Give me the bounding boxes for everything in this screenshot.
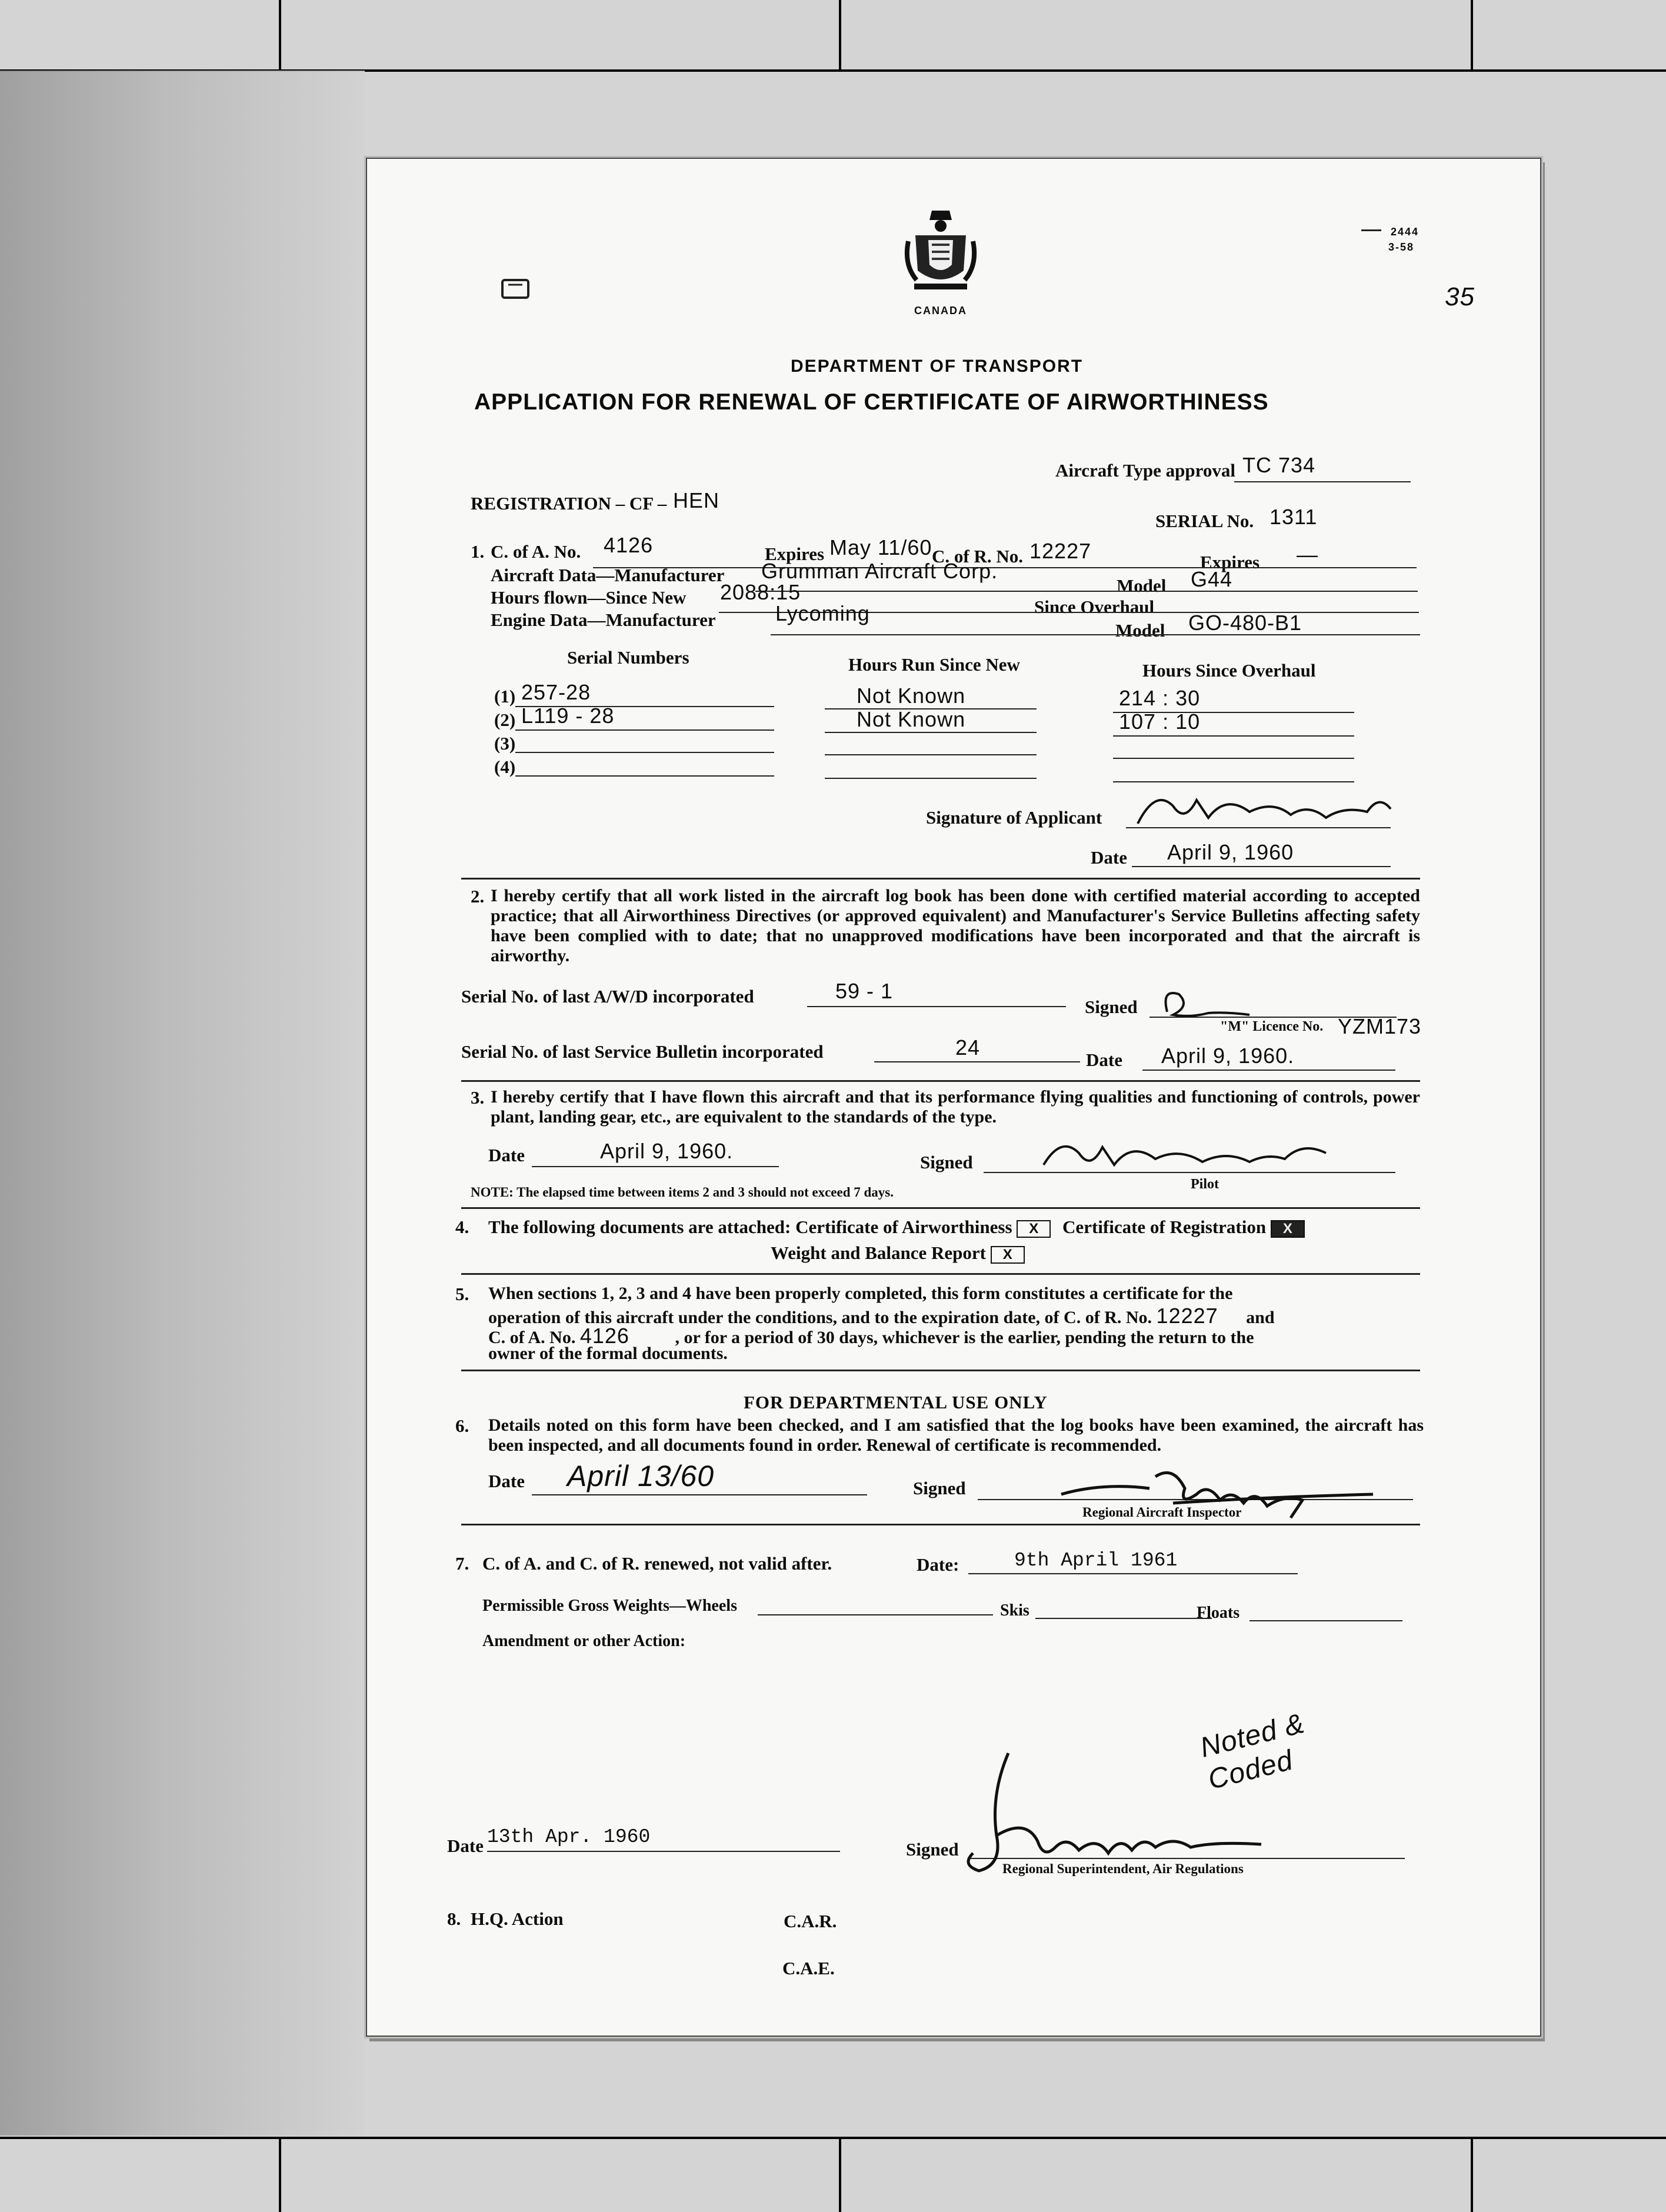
hours-flown-label: Hours flown—Since New	[491, 587, 687, 608]
frame-tick	[1471, 0, 1473, 69]
engine-row-index: (2)	[494, 709, 516, 730]
superintendent-signature	[955, 1747, 1308, 1880]
section6-date-value: April 13/60	[567, 1460, 715, 1493]
wb-label: Weight and Balance Report	[771, 1242, 986, 1263]
cor-label: Certificate of Registration	[1062, 1217, 1267, 1237]
page-mark: 35	[1445, 282, 1475, 311]
amendment-label: Amendment or other Action:	[482, 1632, 686, 1650]
frame-tick	[839, 2139, 841, 2212]
coa-checkbox[interactable]: X	[1017, 1220, 1051, 1238]
section5-ca-label: C. of A. No.	[488, 1328, 576, 1347]
section7-signed-label: Signed	[906, 1839, 959, 1860]
staple-icon	[499, 274, 534, 307]
model-label: Model	[1117, 575, 1167, 596]
bulletin-value: 24	[955, 1035, 981, 1060]
section8-number: 8.	[447, 1908, 461, 1929]
section5-and: and	[1246, 1308, 1275, 1327]
section7-date-line	[968, 1573, 1298, 1574]
section5-line1: When sections 1, 2, 3 and 4 have been properly completed, this form constitutes a certificate for the	[488, 1284, 1233, 1303]
type-approval-value: TC 734	[1242, 453, 1316, 477]
frame-tick	[839, 0, 841, 69]
expires2-label: Expires	[1200, 552, 1260, 572]
section7-text: C. of A. and C. of R. renewed, not valid after.	[482, 1553, 832, 1574]
engine-row-line	[515, 729, 774, 731]
wb-row	[771, 1242, 1025, 1264]
section-divider	[461, 1080, 1420, 1082]
section6-text: Details noted on this form have been checked, and I am satisfied that the log books have been examined, the aircraft has been inspected, and all documents found in order. Renewal of certificate is recommended.	[488, 1415, 1424, 1455]
section4-number: 4.	[455, 1217, 469, 1237]
awd-value: 59 - 1	[835, 979, 894, 1003]
section3-text: I hereby certify that I have flown this aircraft and that its performance flying qualities and functioning of controls, power plant, landing gear, etc., are equivalent to the standards of the type.	[491, 1087, 1420, 1127]
col-serial-numbers: Serial Numbers	[567, 647, 689, 668]
section5-ca-value: 4126	[579, 1324, 629, 1348]
frame-bottom-line	[0, 2137, 1666, 2139]
line2-underline	[755, 591, 1418, 592]
cae-label: C.A.E.	[782, 1958, 835, 1978]
section4-text	[488, 1217, 1305, 1238]
section5-line3-text: , or for a period of 30 days, whichever is the earlier, pending the return to the	[675, 1328, 1254, 1347]
section3-date-line	[532, 1166, 779, 1167]
applicant-signature	[1132, 782, 1402, 838]
gross-weights-label: Permissible Gross Weights—Wheels	[482, 1597, 737, 1615]
section1-number: 1.	[471, 541, 485, 562]
section3-signed-label: Signed	[920, 1152, 973, 1172]
form-number: 2444	[1391, 226, 1420, 238]
section7-date-value: 9th April 1961	[1014, 1550, 1178, 1571]
section6-date-label: Date	[488, 1471, 525, 1491]
floats-line	[1250, 1620, 1402, 1621]
cr-value: 12227	[1029, 539, 1092, 563]
section6-date-line	[532, 1494, 867, 1495]
engine-hours-overhaul: 107 : 10	[1119, 709, 1201, 734]
engine-row-line	[825, 732, 1037, 733]
frame-tick	[279, 0, 281, 69]
section2-signed-label: Signed	[1085, 997, 1138, 1017]
engine-row-index: (1)	[494, 686, 516, 707]
section-divider	[461, 878, 1420, 880]
section1-date-value: April 9, 1960	[1167, 840, 1294, 864]
section5-number: 5.	[455, 1284, 469, 1304]
skis-label: Skis	[1000, 1601, 1029, 1620]
departmental-heading: FOR DEPARTMENTAL USE ONLY	[744, 1392, 1048, 1413]
section7-date2-value: 13th Apr. 1960	[487, 1826, 651, 1848]
section-divider	[461, 1524, 1420, 1525]
engine-row-line	[1113, 758, 1354, 759]
cor-checkbox[interactable]: X	[1271, 1220, 1305, 1238]
section3-number: 3.	[471, 1087, 485, 1108]
engine-row-index: (3)	[494, 733, 516, 754]
department-title: DEPARTMENT OF TRANSPORT	[791, 357, 1084, 376]
floats-label: Floats	[1197, 1604, 1240, 1622]
form-number-dash	[1361, 229, 1381, 231]
superintendent-label: Regional Superintendent, Air Regulations	[1002, 1861, 1244, 1876]
hq-action-label: H.Q. Action	[471, 1908, 564, 1929]
noted-coded-note: Noted & Coded	[1197, 1707, 1308, 1796]
model-value: G44	[1191, 567, 1233, 591]
col-hours-new: Hours Run Since New	[848, 654, 1020, 675]
section2-number: 2.	[471, 886, 485, 907]
col-hours-overhaul: Hours Since Overhaul	[1142, 660, 1316, 681]
engine-hours-new: Not Known	[857, 707, 966, 731]
engine-row-index: (4)	[494, 757, 516, 777]
licence-label: "M" Licence No.	[1220, 1019, 1324, 1034]
serial-value: 1311	[1270, 505, 1318, 529]
engine-row-line	[1113, 735, 1354, 737]
frame-tick	[1471, 2139, 1473, 2212]
form-title: APPLICATION FOR RENEWAL OF CERTIFICATE OF AIRWORTHINESS	[474, 389, 1269, 415]
engine-row-line	[825, 754, 1037, 755]
bulletin-label: Serial No. of last Service Bulletin incorporated	[461, 1041, 824, 1062]
section6-number: 6.	[455, 1415, 469, 1436]
section7-date2-label: Date	[447, 1835, 484, 1856]
engine-hours-new: Not Known	[857, 684, 966, 708]
serial-label: SERIAL No.	[1155, 511, 1254, 531]
applicant-signature-label: Signature of Applicant	[926, 807, 1102, 828]
section-divider	[461, 1207, 1420, 1209]
manufacturer-label: Aircraft Data—Manufacturer	[491, 565, 725, 585]
engine-model-value: GO-480-B1	[1188, 611, 1302, 635]
engine-serial: 257-28	[521, 680, 591, 704]
section-divider	[461, 1273, 1420, 1275]
hours-flown-value: 2088:15	[720, 580, 801, 604]
section7-date2-line	[487, 1851, 840, 1852]
type-approval-label: Aircraft Type approval	[1055, 460, 1235, 481]
form-sheet	[366, 158, 1541, 2037]
pilot-signature	[1032, 1124, 1361, 1180]
engine-model-label: Model	[1115, 620, 1165, 641]
section7-number: 7.	[455, 1553, 469, 1574]
since-overhaul-label: Since Overhaul	[1034, 597, 1155, 617]
section2-date-value: April 9, 1960.	[1161, 1044, 1295, 1068]
ca-value: 4126	[604, 533, 654, 557]
expires2-value: —	[1297, 542, 1318, 567]
coat-of-arms-icon	[902, 206, 979, 303]
section6-signed-label: Signed	[913, 1478, 966, 1498]
type-approval-line	[1234, 481, 1411, 482]
engine-manufacturer-value: Lycoming	[775, 601, 870, 625]
manufacturer-value: Grumman Aircraft Corp.	[761, 559, 998, 583]
scan-shadow	[0, 71, 365, 2136]
ca-label: C. of A. No.	[491, 541, 581, 562]
car-label: C.A.R.	[784, 1911, 837, 1931]
registration-label: REGISTRATION – CF –	[471, 493, 667, 514]
wb-checkbox[interactable]: X	[991, 1246, 1025, 1264]
section4-label: The following documents are attached: Certificate of Airworthiness	[488, 1217, 1012, 1237]
section2-date-line	[1142, 1070, 1395, 1071]
section3-date-value: April 9, 1960.	[600, 1139, 734, 1163]
licence-value: YZM173	[1338, 1014, 1422, 1038]
bulletin-line	[874, 1061, 1080, 1062]
awd-line	[807, 1006, 1066, 1007]
engine-serial: L119 - 28	[521, 704, 615, 728]
country-label: CANADA	[914, 305, 967, 317]
engine-hours-overhaul: 214 : 30	[1119, 686, 1201, 710]
cr-label: C. of R. No.	[932, 546, 1023, 567]
section1-date-label: Date	[1091, 847, 1127, 868]
section-divider	[461, 1370, 1420, 1371]
section2-date-label: Date	[1086, 1050, 1122, 1070]
section1-date-line	[1132, 866, 1391, 867]
skis-line	[1035, 1618, 1212, 1619]
pilot-label: Pilot	[1191, 1177, 1219, 1192]
expires-label: Expires	[765, 544, 825, 564]
section5-line2-text: operation of this aircraft under the conditions, and to the expiration date, of C. of R. No.	[488, 1308, 1152, 1327]
engine-row-line	[515, 752, 774, 753]
section3-note: NOTE: The elapsed time between items 2 and 3 should not exceed 7 days.	[471, 1185, 894, 1200]
section5-line4: owner of the formal documents.	[488, 1344, 728, 1363]
frame-tick	[279, 2139, 281, 2212]
section3-date-label: Date	[488, 1145, 525, 1165]
awd-label: Serial No. of last A/W/D incorporated	[461, 986, 754, 1007]
engine-manufacturer-label: Engine Data—Manufacturer	[491, 609, 716, 630]
inspector-label: Regional Aircraft Inspector	[1082, 1505, 1242, 1520]
section5-cr-value: 12227	[1156, 1304, 1218, 1328]
section2-text: I hereby certify that all work listed in the aircraft log book has been done with certified material according to accepted practice; that all Airworthiness Directives (or approved equivalent) and Manufacturer's Service Bulletins affecting safety have been complied with to date; that no unapproved modifications have been incorporated and that the aircraft is airworthy.	[491, 886, 1420, 965]
expires-value: May 11/60	[829, 535, 932, 559]
engine-row-line	[825, 778, 1037, 779]
line4-underline	[771, 634, 1420, 635]
form-date: 3-58	[1388, 241, 1415, 253]
engine-row-line	[515, 775, 774, 777]
registration-value: HEN	[673, 488, 720, 512]
section7-date-label: Date:	[917, 1554, 959, 1575]
wheels-line	[758, 1614, 993, 1615]
